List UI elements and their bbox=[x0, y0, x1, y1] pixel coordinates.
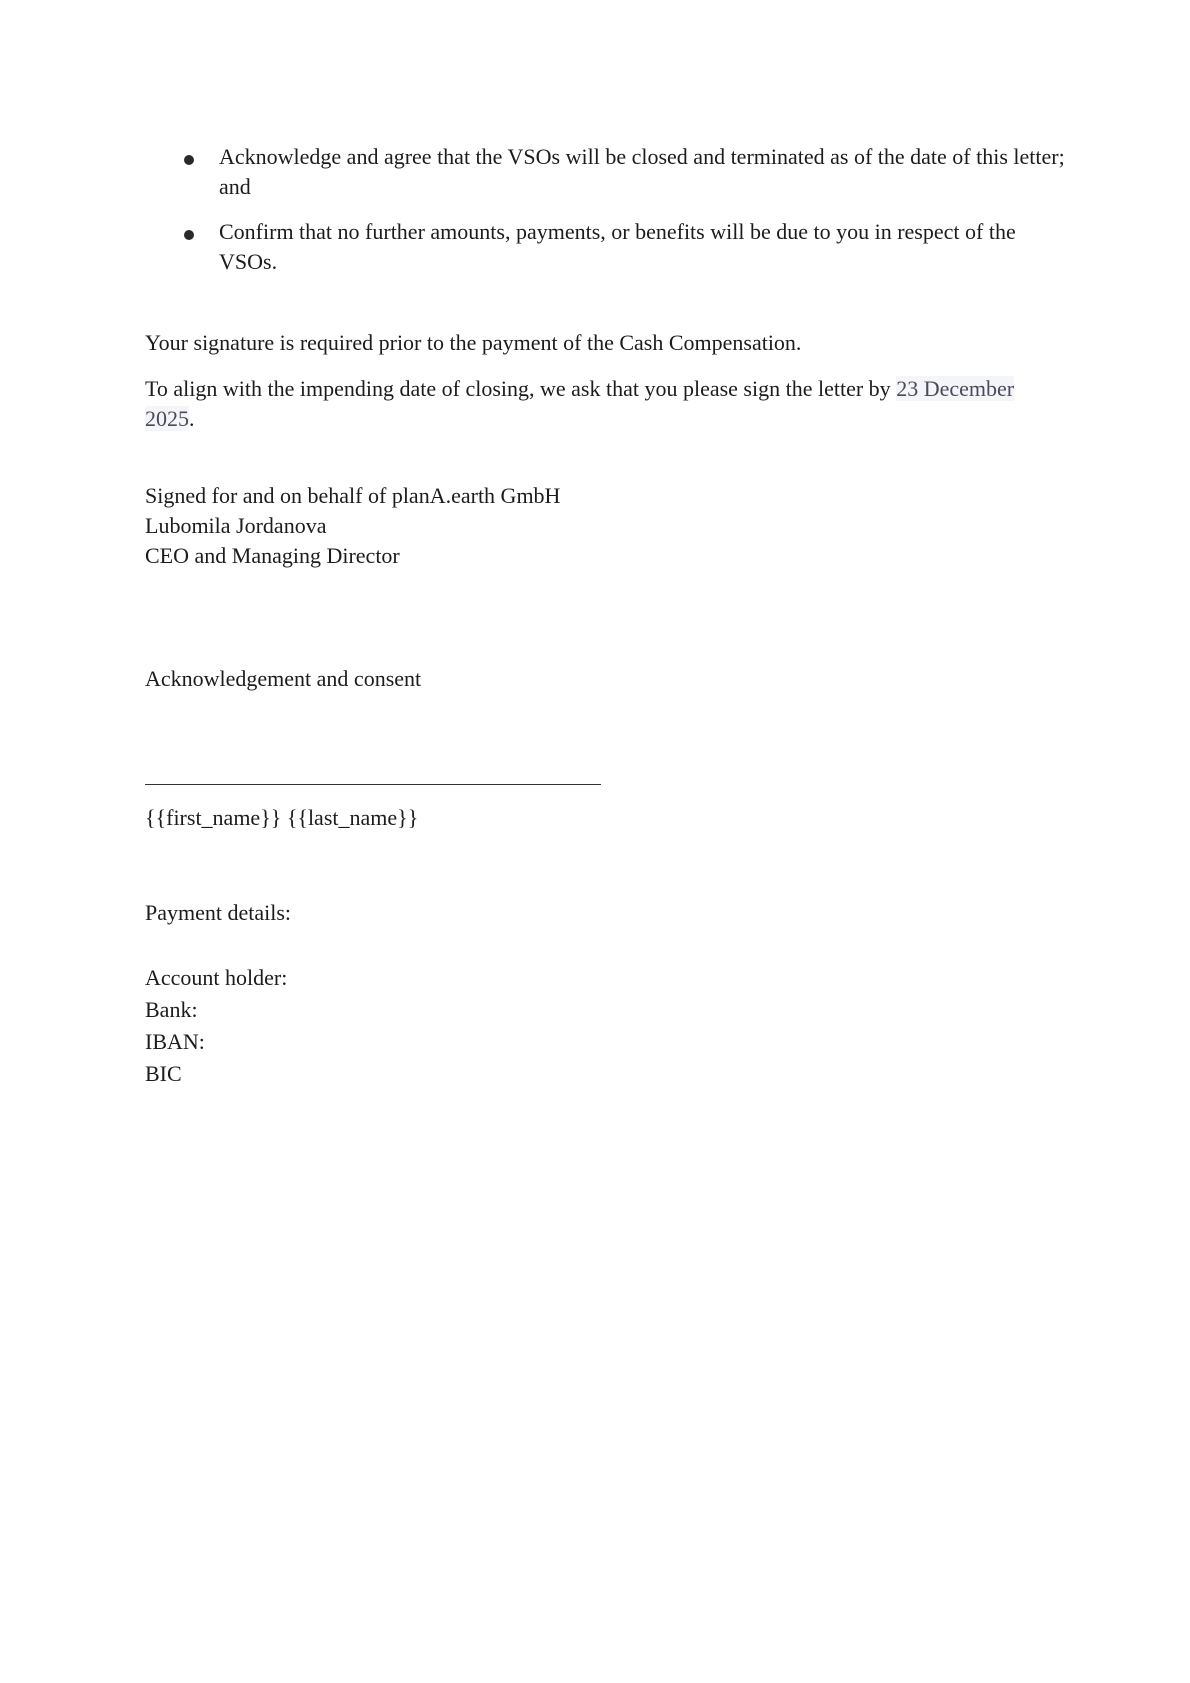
list-item bbox=[175, 217, 1065, 277]
signatory-name: Lubomila Jordanova bbox=[145, 513, 327, 538]
bank-label: Bank: bbox=[145, 997, 198, 1022]
bullet-icon bbox=[184, 230, 194, 240]
bullet-text: Acknowledge and agree that the VSOs will be closed and terminated as of the date of this letter; and bbox=[219, 144, 1065, 199]
deadline-period: . bbox=[189, 406, 195, 431]
account-holder-label: Account holder: bbox=[145, 965, 288, 990]
signatory-title: CEO and Managing Director bbox=[145, 543, 400, 568]
signature-line bbox=[145, 784, 601, 785]
name-placeholder: {{first_name}} {{last_name}} bbox=[145, 805, 419, 830]
payment-fields bbox=[145, 962, 1025, 1090]
iban-label: IBAN: bbox=[145, 1029, 205, 1054]
list-item bbox=[175, 142, 1065, 202]
bic-label: BIC bbox=[145, 1061, 182, 1086]
bullet-text: Confirm that no further amounts, payments, or benefits will be due to you in respect of the VSOs. bbox=[219, 219, 1016, 274]
acknowledgement-heading: Acknowledgement and consent bbox=[145, 666, 422, 691]
bullet-icon bbox=[184, 155, 194, 165]
align-paragraph bbox=[145, 374, 1025, 434]
signature-required-text: Your signature is required prior to the payment of the Cash Compensation. bbox=[145, 330, 802, 355]
signed-on-behalf-line: Signed for and on behalf of planA.earth GmbH bbox=[145, 483, 561, 508]
deadline-date: 23 December 2025 bbox=[145, 376, 1015, 431]
signed-block bbox=[145, 481, 1025, 571]
payment-details-heading: Payment details: bbox=[145, 900, 292, 925]
bullet-list bbox=[175, 142, 1065, 292]
align-text: To align with the impending date of closing, we ask that you please sign the letter by bbox=[145, 376, 897, 401]
